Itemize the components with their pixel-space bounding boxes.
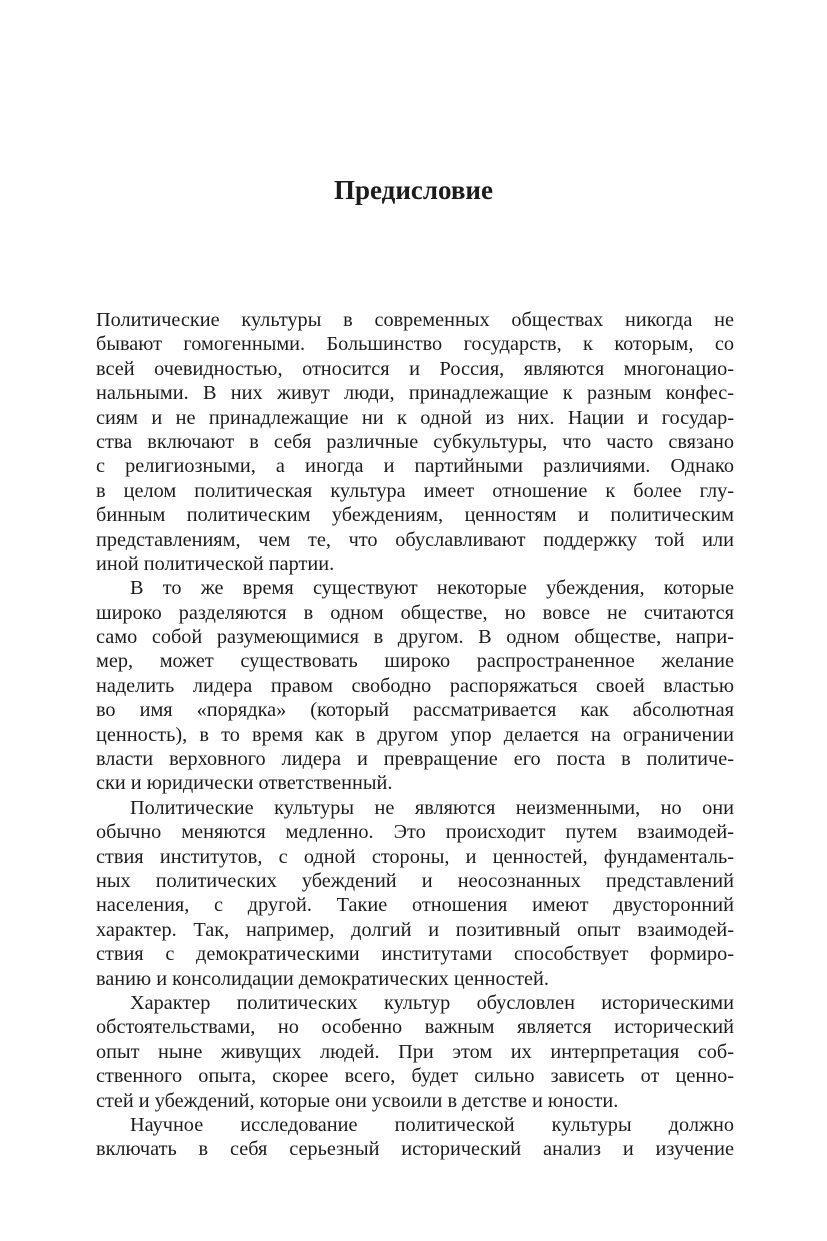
text-line: опыт ныне живущих людей. При этом их интерпретация соб- [96, 1040, 734, 1063]
paragraph-3 [96, 796, 734, 991]
text-line: бинным политическим убеждениям, ценностям и политическим [96, 504, 734, 527]
text-line: ствия институтов, с одной стороны, и ценностей, фундаменталь- [96, 845, 734, 868]
text-line: всей очевидностью, относится и Россия, являются многонацио- [96, 357, 734, 380]
text-line: в целом политическая культура имеет отношение к более глу- [96, 479, 734, 502]
body-text [96, 308, 734, 1162]
text-line: во имя «порядка» (который рассматривается как абсолютная [96, 699, 734, 722]
text-line: ванию и консолидации демократических ценностей. [96, 967, 549, 990]
text-line: включать в себя серьезный исторический анализ и изучение [96, 1138, 734, 1161]
text-line: В то же время существуют некоторые убеждения, которые [130, 577, 734, 600]
text-line: характер. Так, например, долгий и позитивный опыт взаимодей- [96, 918, 734, 941]
text-line: стей и убеждений, которые они усвоили в детстве и юности. [96, 1089, 619, 1112]
text-line: ценность), в то время как в другом упор делается на ограничении [96, 723, 734, 746]
paragraph-5 [96, 1113, 734, 1162]
text-line: само собой разумеющимися в другом. В одном обществе, напри- [96, 626, 734, 649]
text-line: ства включают в себя различные субкультуры, что часто связано [96, 430, 734, 453]
text-line: ственного опыта, скорее всего, будет сильно зависеть от ценно- [96, 1065, 734, 1088]
paragraph-1 [96, 308, 734, 576]
text-line: обстоятельствами, но особенно важным является исторический [96, 1016, 734, 1039]
text-line: иной политической партии. [96, 552, 335, 575]
paragraph-4 [96, 991, 734, 1113]
text-line: мер, может существовать широко распространенное желание [96, 650, 734, 673]
text-line: Научное исследование политической культуры должно [130, 1113, 734, 1136]
text-line: ных политических убеждений и неосознанных представлений [96, 869, 734, 892]
text-line: Характер политических культур обусловлен историческими [130, 991, 734, 1014]
text-line: наделить лидера правом свободно распоряжаться своей властью [96, 674, 734, 697]
paragraph-2 [96, 576, 734, 796]
text-line: нальными. В них живут люди, принадлежащие к разным конфес- [96, 382, 734, 405]
text-line: бывают гомогенными. Большинство государств, к которым, со [96, 333, 734, 356]
text-line: населения, с другой. Такие отношения имеют двусторонний [96, 894, 734, 917]
text-line: ствия с демократическими институтами способствует формиро- [96, 943, 734, 966]
text-line: Политические культуры не являются неизменными, но они [130, 796, 734, 819]
text-line: сиям и не принадлежащие ни к одной из них. Нации и государ- [96, 406, 734, 429]
page-title: Предисловие [334, 175, 493, 205]
text-line: Политические культуры в современных обществах никогда не [96, 309, 734, 331]
text-line: с религиозными, а иногда и партийными различиями. Однако [96, 455, 734, 478]
text-line: обычно меняются медленно. Это происходит путем взаимодей- [96, 821, 734, 844]
text-line: широко разделяются в одном обществе, но вовсе не считаются [96, 601, 734, 624]
text-line: власти верховного лидера и превращение его поста в политиче- [96, 748, 734, 771]
text-line: ски и юридически ответственный. [96, 772, 393, 795]
text-line: представлениям, чем те, что обуславливают поддержку той или [96, 528, 734, 551]
